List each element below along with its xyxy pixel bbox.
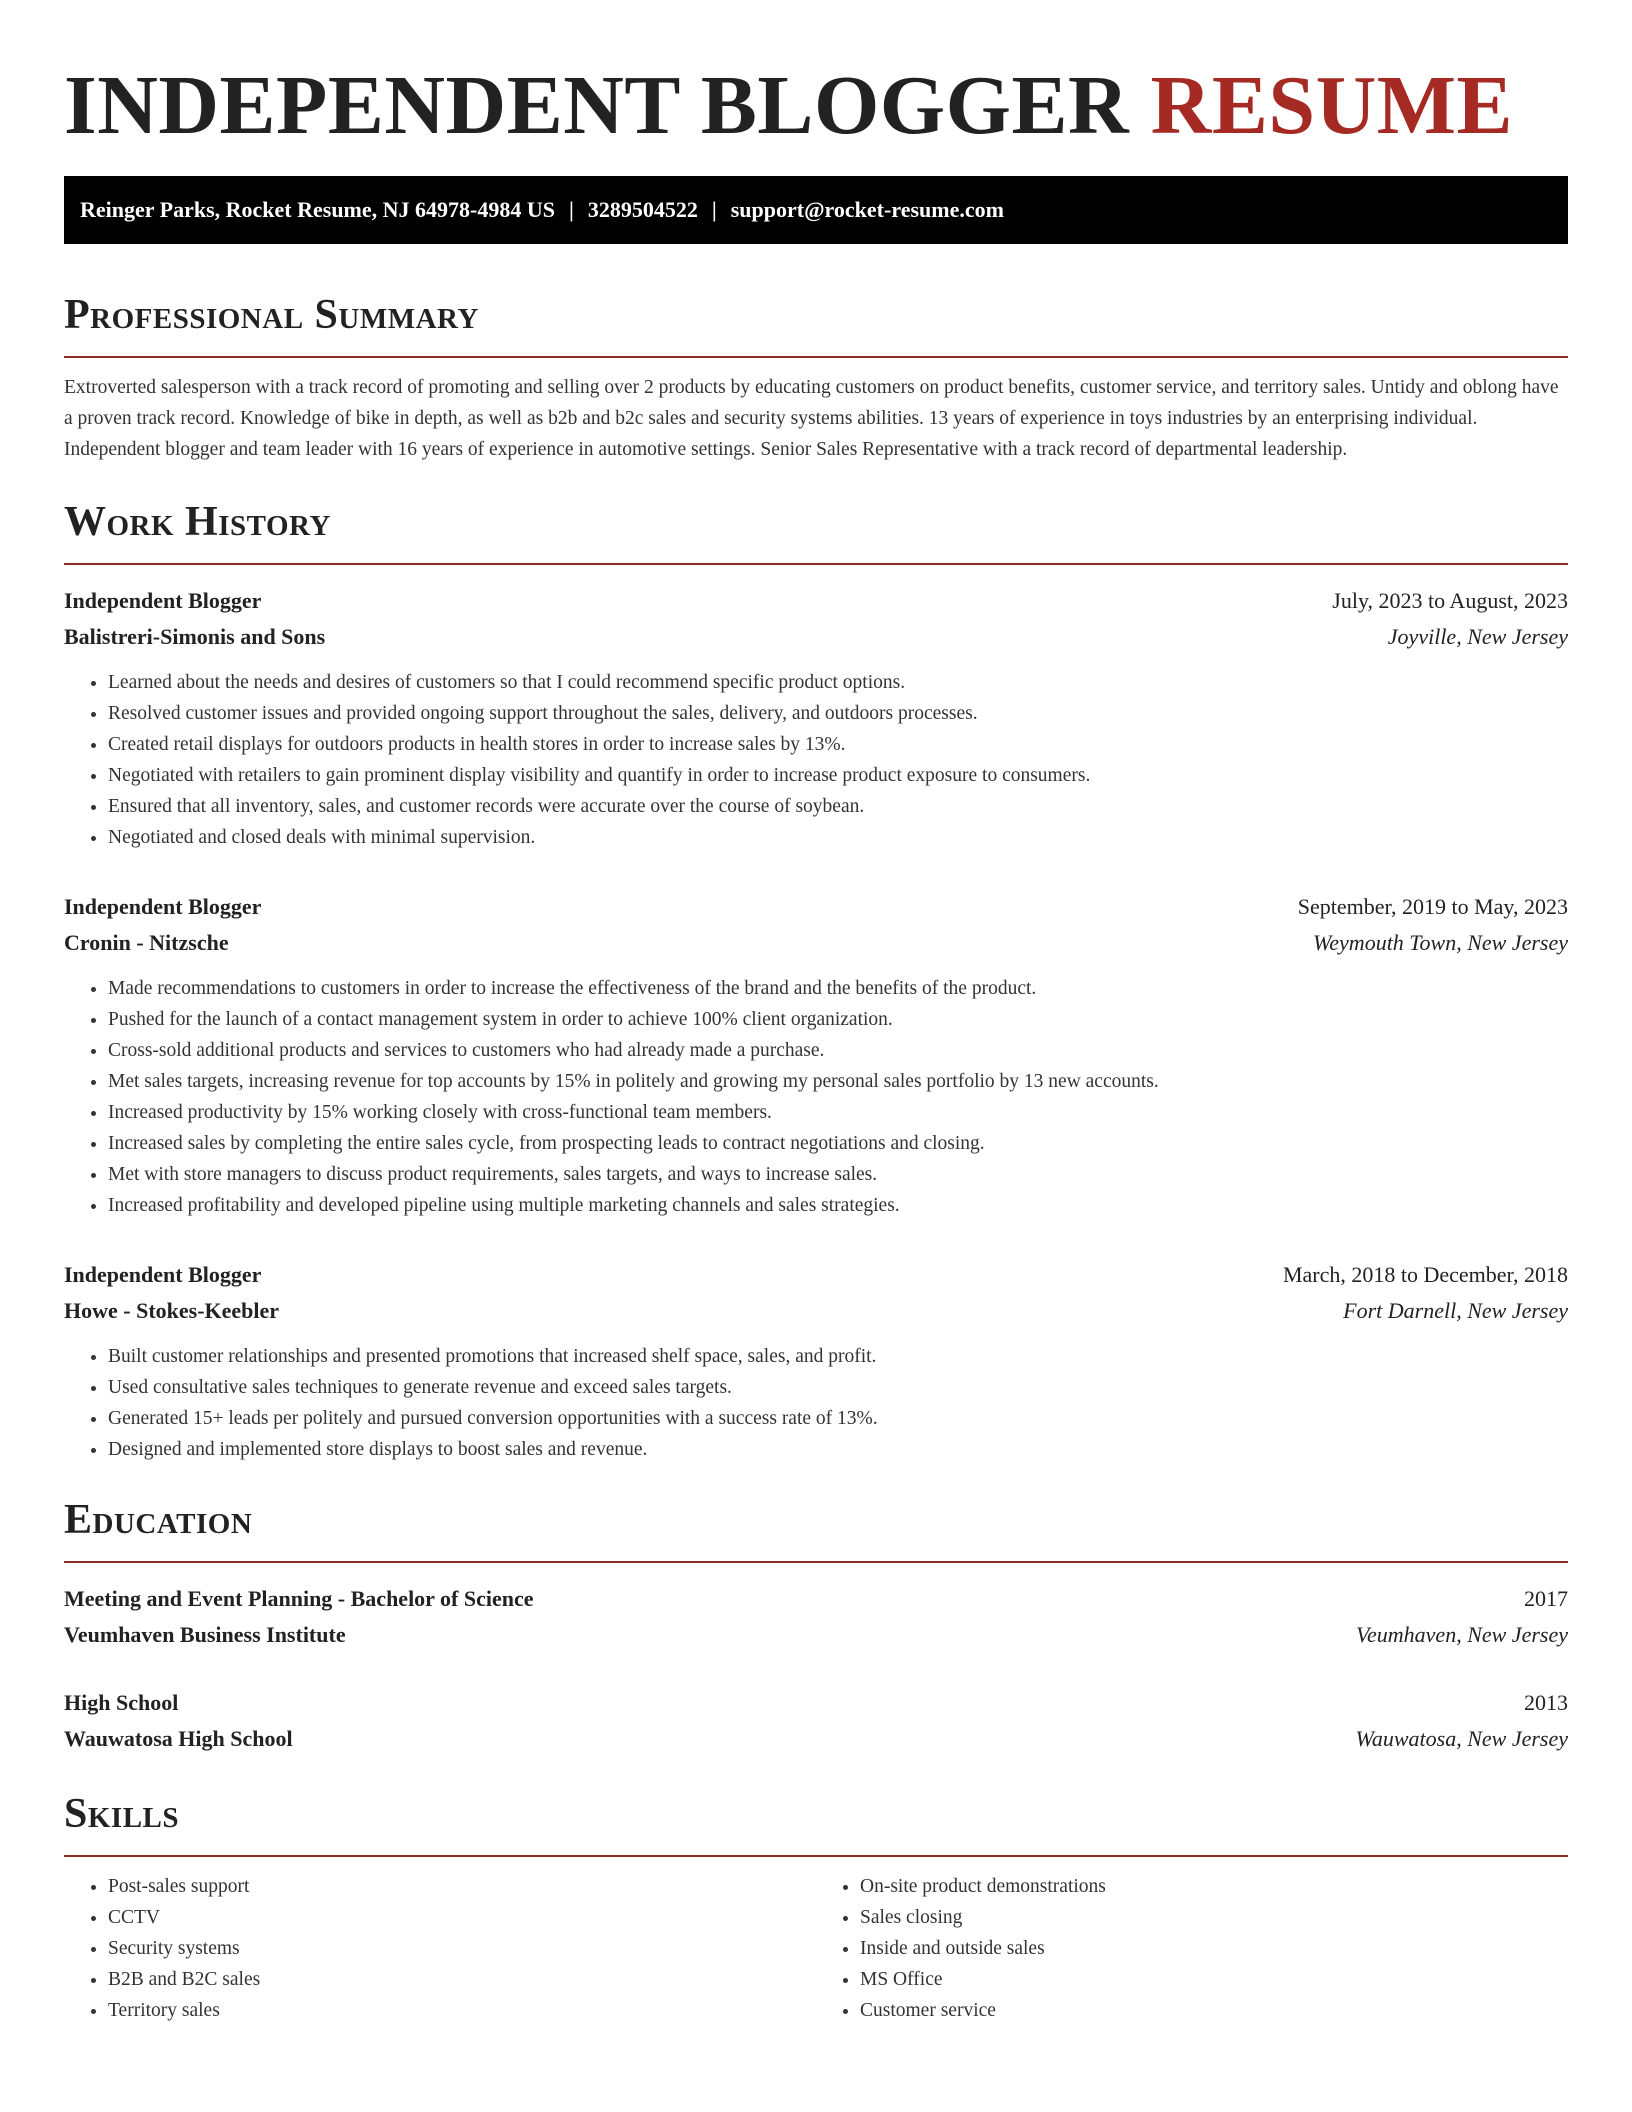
job-bullet-list	[64, 1341, 1568, 1465]
skill-item: • Customer service	[860, 1995, 1568, 2026]
contact-separator: |	[711, 197, 717, 222]
skills-list-left	[64, 1871, 816, 2026]
skill-item: • Sales closing	[860, 1902, 1568, 1933]
job-bullet: • Met sales targets, increasing revenue for top accounts by 15% in politely and growing my personal sales portfolio by 13 new accounts.	[108, 1066, 1568, 1097]
job-entry	[64, 583, 1568, 853]
job-company: Cronin - Nitzsche	[64, 930, 229, 955]
job-entry	[64, 1257, 1568, 1465]
job-location: Weymouth Town, New Jersey	[1312, 930, 1568, 955]
job-header-row	[64, 1257, 1568, 1293]
education-degree: High School	[64, 1690, 179, 1715]
contact-email: support@rocket-resume.com	[730, 197, 1004, 222]
job-bullet: • Learned about the needs and desires of customers so that I could recommend specific product options.	[108, 667, 1568, 698]
job-location: Joyville, New Jersey	[1387, 624, 1568, 649]
job-title: Independent Blogger	[64, 1262, 262, 1287]
job-bullet: • Resolved customer issues and provided ongoing support throughout the sales, delivery, and outdoors processes.	[108, 698, 1568, 729]
job-company-row	[64, 619, 1568, 655]
education-entry	[64, 1685, 1568, 1757]
job-bullet-list	[64, 667, 1568, 853]
skill-item: • Post-sales support	[108, 1871, 816, 1902]
resume-page	[64, 0, 1568, 2026]
job-bullet: • Increased productivity by 15% working closely with cross-functional team members.	[108, 1097, 1568, 1128]
job-bullet: • Pushed for the launch of a contact management system in order to achieve 100% client organization.	[108, 1004, 1568, 1035]
summary-section	[64, 288, 1568, 465]
resume-title	[64, 56, 1568, 156]
job-bullet: • Built customer relationships and presented promotions that increased shelf space, sales, and profit.	[108, 1341, 1568, 1372]
education-school-row	[64, 1617, 1568, 1653]
title-main: INDEPENDENT BLOGGER	[64, 59, 1130, 152]
education-header-row	[64, 1581, 1568, 1617]
job-company: Howe - Stokes-Keebler	[64, 1298, 280, 1323]
job-title: Independent Blogger	[64, 588, 262, 613]
job-bullet: • Negotiated with retailers to gain prominent display visibility and quantify in order to increase product exposure to consumers.	[108, 760, 1568, 791]
education-heading: Education	[64, 1497, 253, 1543]
education-year: 2017	[1524, 1586, 1568, 1611]
education-year: 2013	[1524, 1690, 1568, 1715]
job-bullet: • Generated 15+ leads per politely and pursued conversion opportunities with a success rate of 13%.	[108, 1403, 1568, 1434]
skill-item: • Territory sales	[108, 1995, 816, 2026]
job-list	[64, 583, 1568, 1465]
contact-separator: |	[569, 197, 574, 222]
job-bullet: • Negotiated and closed deals with minimal supervision.	[108, 822, 1568, 853]
job-bullet: • Met with store managers to discuss product requirements, sales targets, and ways to increase sales.	[108, 1159, 1568, 1190]
job-dates: September, 2019 to May, 2023	[1297, 894, 1568, 919]
education-header-row	[64, 1685, 1568, 1721]
contact-phone: 3289504522	[587, 197, 698, 222]
education-list	[64, 1581, 1568, 1757]
skill-item: • MS Office	[860, 1964, 1568, 1995]
summary-text: Extroverted salesperson with a track record of promoting and selling over 2 products by educating customers on product benefits, customer service, and territory sales. Untidy and oblong have a proven track record. Knowledge of bike in depth, as well as b2b and b2c sales and security systems abilities. 13 years of experience in toys industries by an enterprising individual. Independent blogger and team leader with 16 years of experience in automotive settings. Senior Sales Representative with a track record of departmental leadership.	[64, 377, 1559, 460]
summary-heading: Professional Summary	[64, 292, 479, 338]
job-bullet: • Increased profitability and developed pipeline using multiple marketing channels and sales strategies.	[108, 1190, 1568, 1221]
skill-item: • CCTV	[108, 1902, 816, 1933]
skills-section	[64, 1787, 1568, 2026]
job-company: Balistreri-Simonis and Sons	[64, 624, 326, 649]
job-entry	[64, 889, 1568, 1221]
section-divider	[64, 563, 1568, 565]
education-entry	[64, 1581, 1568, 1653]
work-history-section	[64, 495, 1568, 1465]
job-bullet: • Designed and implemented store displays to boost sales and revenue.	[108, 1434, 1568, 1465]
section-divider	[64, 1855, 1568, 1857]
education-school-row	[64, 1721, 1568, 1757]
education-location: Veumhaven, New Jersey	[1356, 1622, 1568, 1647]
job-bullet: • Made recommendations to customers in order to increase the effectiveness of the brand and the benefits of the product.	[108, 973, 1568, 1004]
education-location: Wauwatosa, New Jersey	[1355, 1726, 1568, 1751]
job-bullet: • Ensured that all inventory, sales, and customer records were accurate over the course of soybean.	[108, 791, 1568, 822]
skills-list-right	[816, 1871, 1568, 2026]
education-degree: Meeting and Event Planning - Bachelor of Science	[64, 1586, 534, 1611]
job-header-row	[64, 889, 1568, 925]
job-bullet: • Cross-sold additional products and services to customers who had already made a purchase.	[108, 1035, 1568, 1066]
contact-bar	[64, 176, 1568, 244]
job-bullet: • Used consultative sales techniques to generate revenue and exceed sales targets.	[108, 1372, 1568, 1403]
job-dates: March, 2018 to December, 2018	[1282, 1262, 1568, 1287]
job-dates: July, 2023 to August, 2023	[1332, 588, 1568, 613]
education-school: Wauwatosa High School	[64, 1726, 293, 1751]
job-header-row	[64, 583, 1568, 619]
section-divider	[64, 356, 1568, 358]
skill-item: • B2B and B2C sales	[108, 1964, 816, 1995]
section-divider	[64, 1561, 1568, 1563]
work-history-heading: Work History	[64, 499, 331, 545]
education-section	[64, 1493, 1568, 1757]
skill-item: • Security systems	[108, 1933, 816, 1964]
job-company-row	[64, 925, 1568, 961]
title-accent: RESUME	[1150, 59, 1514, 152]
skills-heading: Skills	[64, 1791, 180, 1837]
skill-item: • Inside and outside sales	[860, 1933, 1568, 1964]
job-bullet: • Increased sales by completing the entire sales cycle, from prospecting leads to contract negotiations and closing.	[108, 1128, 1568, 1159]
skills-grid	[64, 1871, 1568, 2026]
job-bullet-list	[64, 973, 1568, 1221]
education-school: Veumhaven Business Institute	[64, 1622, 346, 1647]
job-location: Fort Darnell, New Jersey	[1343, 1298, 1568, 1323]
contact-address: Reinger Parks, Rocket Resume, NJ 64978-4984 US	[80, 197, 555, 222]
job-company-row	[64, 1293, 1568, 1329]
skill-item: • On-site product demonstrations	[860, 1871, 1568, 1902]
job-title: Independent Blogger	[64, 894, 262, 919]
job-bullet: • Created retail displays for outdoors products in health stores in order to increase sales by 13%.	[108, 729, 1568, 760]
